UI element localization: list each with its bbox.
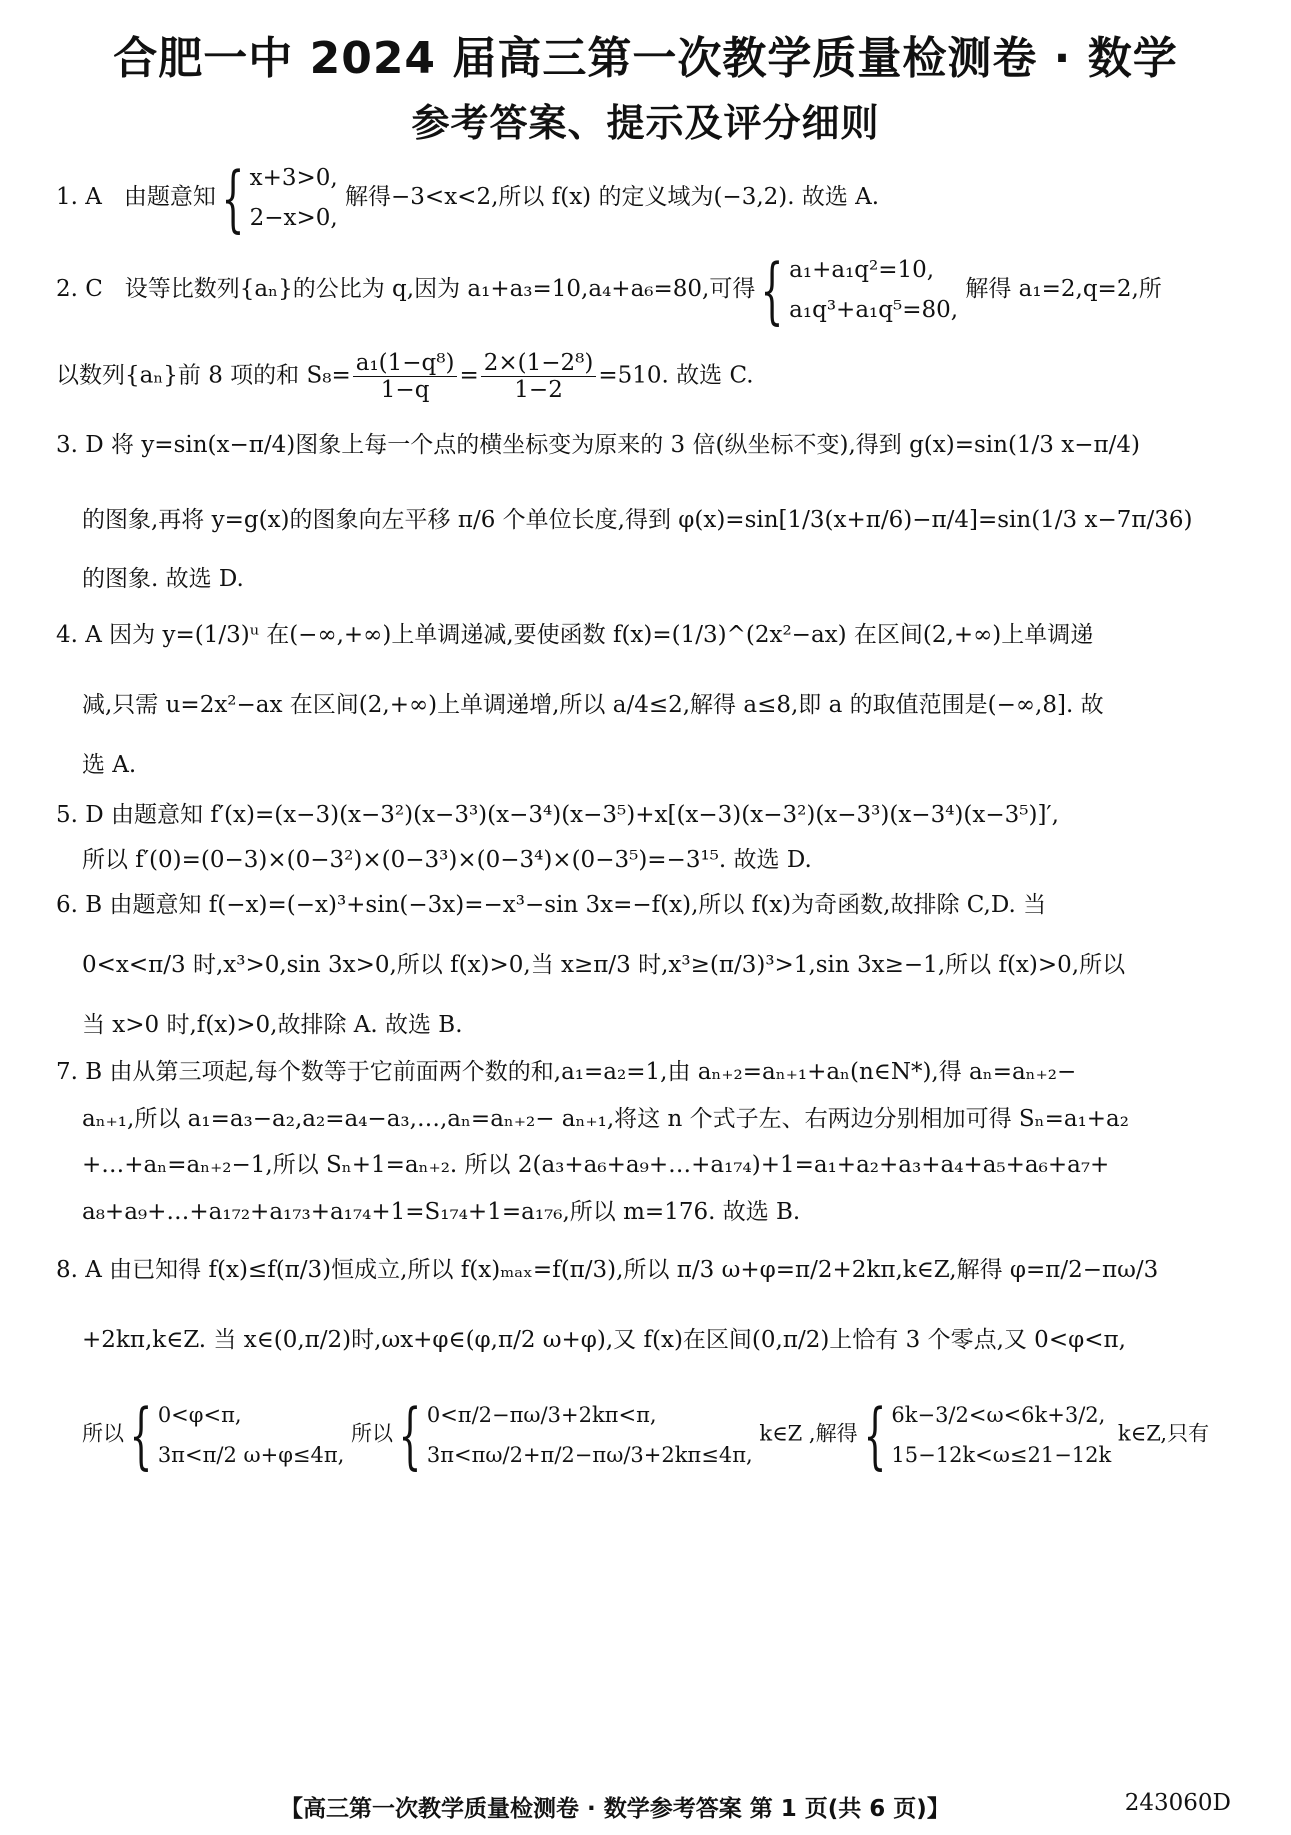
question-1 [56, 158, 1241, 238]
question-4-line-2: 减,只需 u=2x²−ax 在区间(2,+∞)上单调递增,所以 a/4≤2,解得 a≤8,即 a 的取值范围是(−∞,8]. 故 [82, 692, 1104, 718]
q2-f2-denominator: 1−2 [514, 377, 563, 403]
question-6-line-1: 6. B 由题意知 f(−x)=(−x)³+sin(−3x)=−x³−sin 3x=−f(x),所以 f(x)为奇函数,故排除 C,D. 当 [56, 892, 1047, 918]
brace-icon: { [129, 1393, 153, 1477]
q2-lead: 设等比数列{aₙ}的公比为 q,因为 a₁+a₃=10,a₄+a₆=80,可得 [124, 276, 756, 302]
page-title: 合肥一中 2024 届高三第一次教学质量检测卷 · 数学 [113, 33, 1178, 84]
q8-so-1: 所以 [82, 1421, 124, 1446]
q2-line2a: 以数列{aₙ}前 8 项的和 S₈= [56, 362, 351, 389]
question-6-line-2: 0<x<π/3 时,x³>0,sin 3x>0,所以 f(x)>0,当 x≥π/3 时,x³≥(π/3)³>1,sin 3x≥−1,所以 f(x)>0,所以 [82, 952, 1126, 978]
q2-f2-numerator: 2×(1−2⁸) [481, 350, 597, 377]
q1-row1: x+3>0, [249, 165, 338, 191]
page-subtitle: 参考答案、提示及评分细则 [411, 101, 880, 145]
q2-line2b: =510. 故选 C. [598, 362, 754, 389]
q2-fraction-2 [481, 350, 597, 403]
question-8-systems [82, 1395, 1241, 1475]
q2-tail: 解得 a₁=2,q=2,所 [965, 276, 1162, 302]
q8-s1-row2: 3π<π/2 ω+φ≤4π, [157, 1443, 345, 1467]
document-code: 243060D [1124, 1790, 1231, 1816]
q2-row1: a₁+a₁q²=10, [789, 257, 935, 283]
q1-row2: 2−x>0, [249, 205, 338, 231]
q2-number: 2. C [56, 276, 103, 302]
question-3-line-1: 3. D 将 y=sin(x−π/4)图象上每一个点的横坐标变为原来的 3 倍(纵坐标不变),得到 g(x)=sin(1/3 x−π/4) [56, 432, 1140, 458]
question-4-line-3: 选 A. [82, 752, 137, 778]
q2-equals: = [459, 362, 479, 389]
question-6-line-3: 当 x>0 时,f(x)>0,故排除 A. 故选 B. [82, 1012, 463, 1038]
q1-lead: 由题意知 [123, 184, 216, 210]
brace-icon: { [221, 156, 245, 240]
q8-so-2: 所以 [351, 1421, 394, 1446]
q2-f1-numerator: a₁(1−q⁸) [353, 350, 458, 377]
q8-tail: k∈Z,只有 [1117, 1421, 1210, 1446]
brace-icon: { [760, 248, 784, 332]
q8-s2-row1: 0<π/2−πω/3+2kπ<π, [426, 1403, 657, 1427]
question-2 [56, 250, 1241, 330]
question-8-line-2: +2kπ,k∈Z. 当 x∈(0,π/2)时,ωx+φ∈(φ,π/2 ω+φ),又 f(x)在区间(0,π/2)上恰有 3 个零点,又 0<φ<π, [82, 1327, 1126, 1353]
q2-f1-denominator: 1−q [380, 377, 430, 403]
q8-system-1 [158, 1395, 345, 1475]
question-7-line-1: 7. B 由从第三项起,每个数等于它前面两个数的和,a₁=a₂=1,由 aₙ₊₂=aₙ₊₁+aₙ(n∈N*),得 aₙ=aₙ₊₂− [56, 1059, 1077, 1085]
page-footer: 【高三第一次教学质量检测卷 · 数学参考答案 第 1 页(共 6 页)】 [280, 1796, 950, 1822]
q8-s3-row1: 6k−3/2<ω<6k+3/2, [891, 1403, 1106, 1427]
question-3-line-3: 的图象. 故选 D. [82, 566, 244, 592]
question-7-line-4: a₈+a₉+…+a₁₇₂+a₁₇₃+a₁₇₄+1=S₁₇₄+1=a₁₇₆,所以 m=176. 故选 B. [82, 1199, 801, 1225]
question-4-line-1: 4. A 因为 y=(1/3)ᵘ 在(−∞,+∞)上单调递减,要使函数 f(x)=(1/3)^(2x²−ax) 在区间(2,+∞)上单调递 [56, 622, 1094, 648]
question-3-line-2: 的图象,再将 y=g(x)的图象向左平移 π/6 个单位长度,得到 φ(x)=sin[1/3(x+π/6)−π/4]=sin(1/3 x−7π/36) [82, 507, 1193, 533]
q8-s1-row1: 0<φ<π, [157, 1403, 242, 1427]
q1-number: 1. A [56, 184, 102, 210]
question-7-line-2: aₙ₊₁,所以 a₁=a₃−a₂,a₂=a₄−a₃,…,aₙ=aₙ₊₂− aₙ₊₁,将这 n 个式子左、右两边分别相加可得 Sₙ=a₁+a₂ [82, 1106, 1129, 1132]
q2-row2: a₁q³+a₁q⁵=80, [789, 297, 959, 323]
q8-system-3 [891, 1395, 1111, 1475]
q8-system-2 [427, 1395, 753, 1475]
brace-icon: { [398, 1393, 422, 1477]
q2-fraction-1 [353, 350, 458, 403]
brace-icon: { [863, 1393, 886, 1477]
question-2-line-2 [56, 350, 1241, 403]
q8-solve: k∈Z ,解得 [759, 1421, 858, 1446]
question-8-line-1: 8. A 由已知得 f(x)≤f(π/3)恒成立,所以 f(x)ₘₐₓ=f(π/3),所以 π/3 ω+φ=π/2+2kπ,k∈Z,解得 φ=π/2−πω/3 [56, 1257, 1159, 1283]
q8-s2-row2: 3π<πω/2+π/2−πω/3+2kπ≤4π, [426, 1443, 753, 1467]
q2-system [789, 250, 958, 330]
q8-s3-row2: 15−12k<ω≤21−12k [891, 1443, 1112, 1467]
q1-tail: 解得−3<x<2,所以 f(x) 的定义域为(−3,2). 故选 A. [345, 184, 880, 210]
question-5-line-2: 所以 f′(0)=(0−3)×(0−3²)×(0−3³)×(0−3⁴)×(0−3⁵)=−3¹⁵. 故选 D. [82, 847, 812, 873]
question-7-line-3: +…+aₙ=aₙ₊₂−1,所以 Sₙ+1=aₙ₊₂. 所以 2(a₃+a₆+a₉+…+a₁₇₄)+1=a₁+a₂+a₃+a₄+a₅+a₆+a₇+ [82, 1152, 1110, 1178]
question-5-line-1: 5. D 由题意知 f′(x)=(x−3)(x−3²)(x−3³)(x−3⁴)(x−3⁵)+x[(x−3)(x−3²)(x−3³)(x−3⁴)(x−3⁵)]′, [56, 802, 1059, 828]
q1-system [250, 158, 338, 238]
